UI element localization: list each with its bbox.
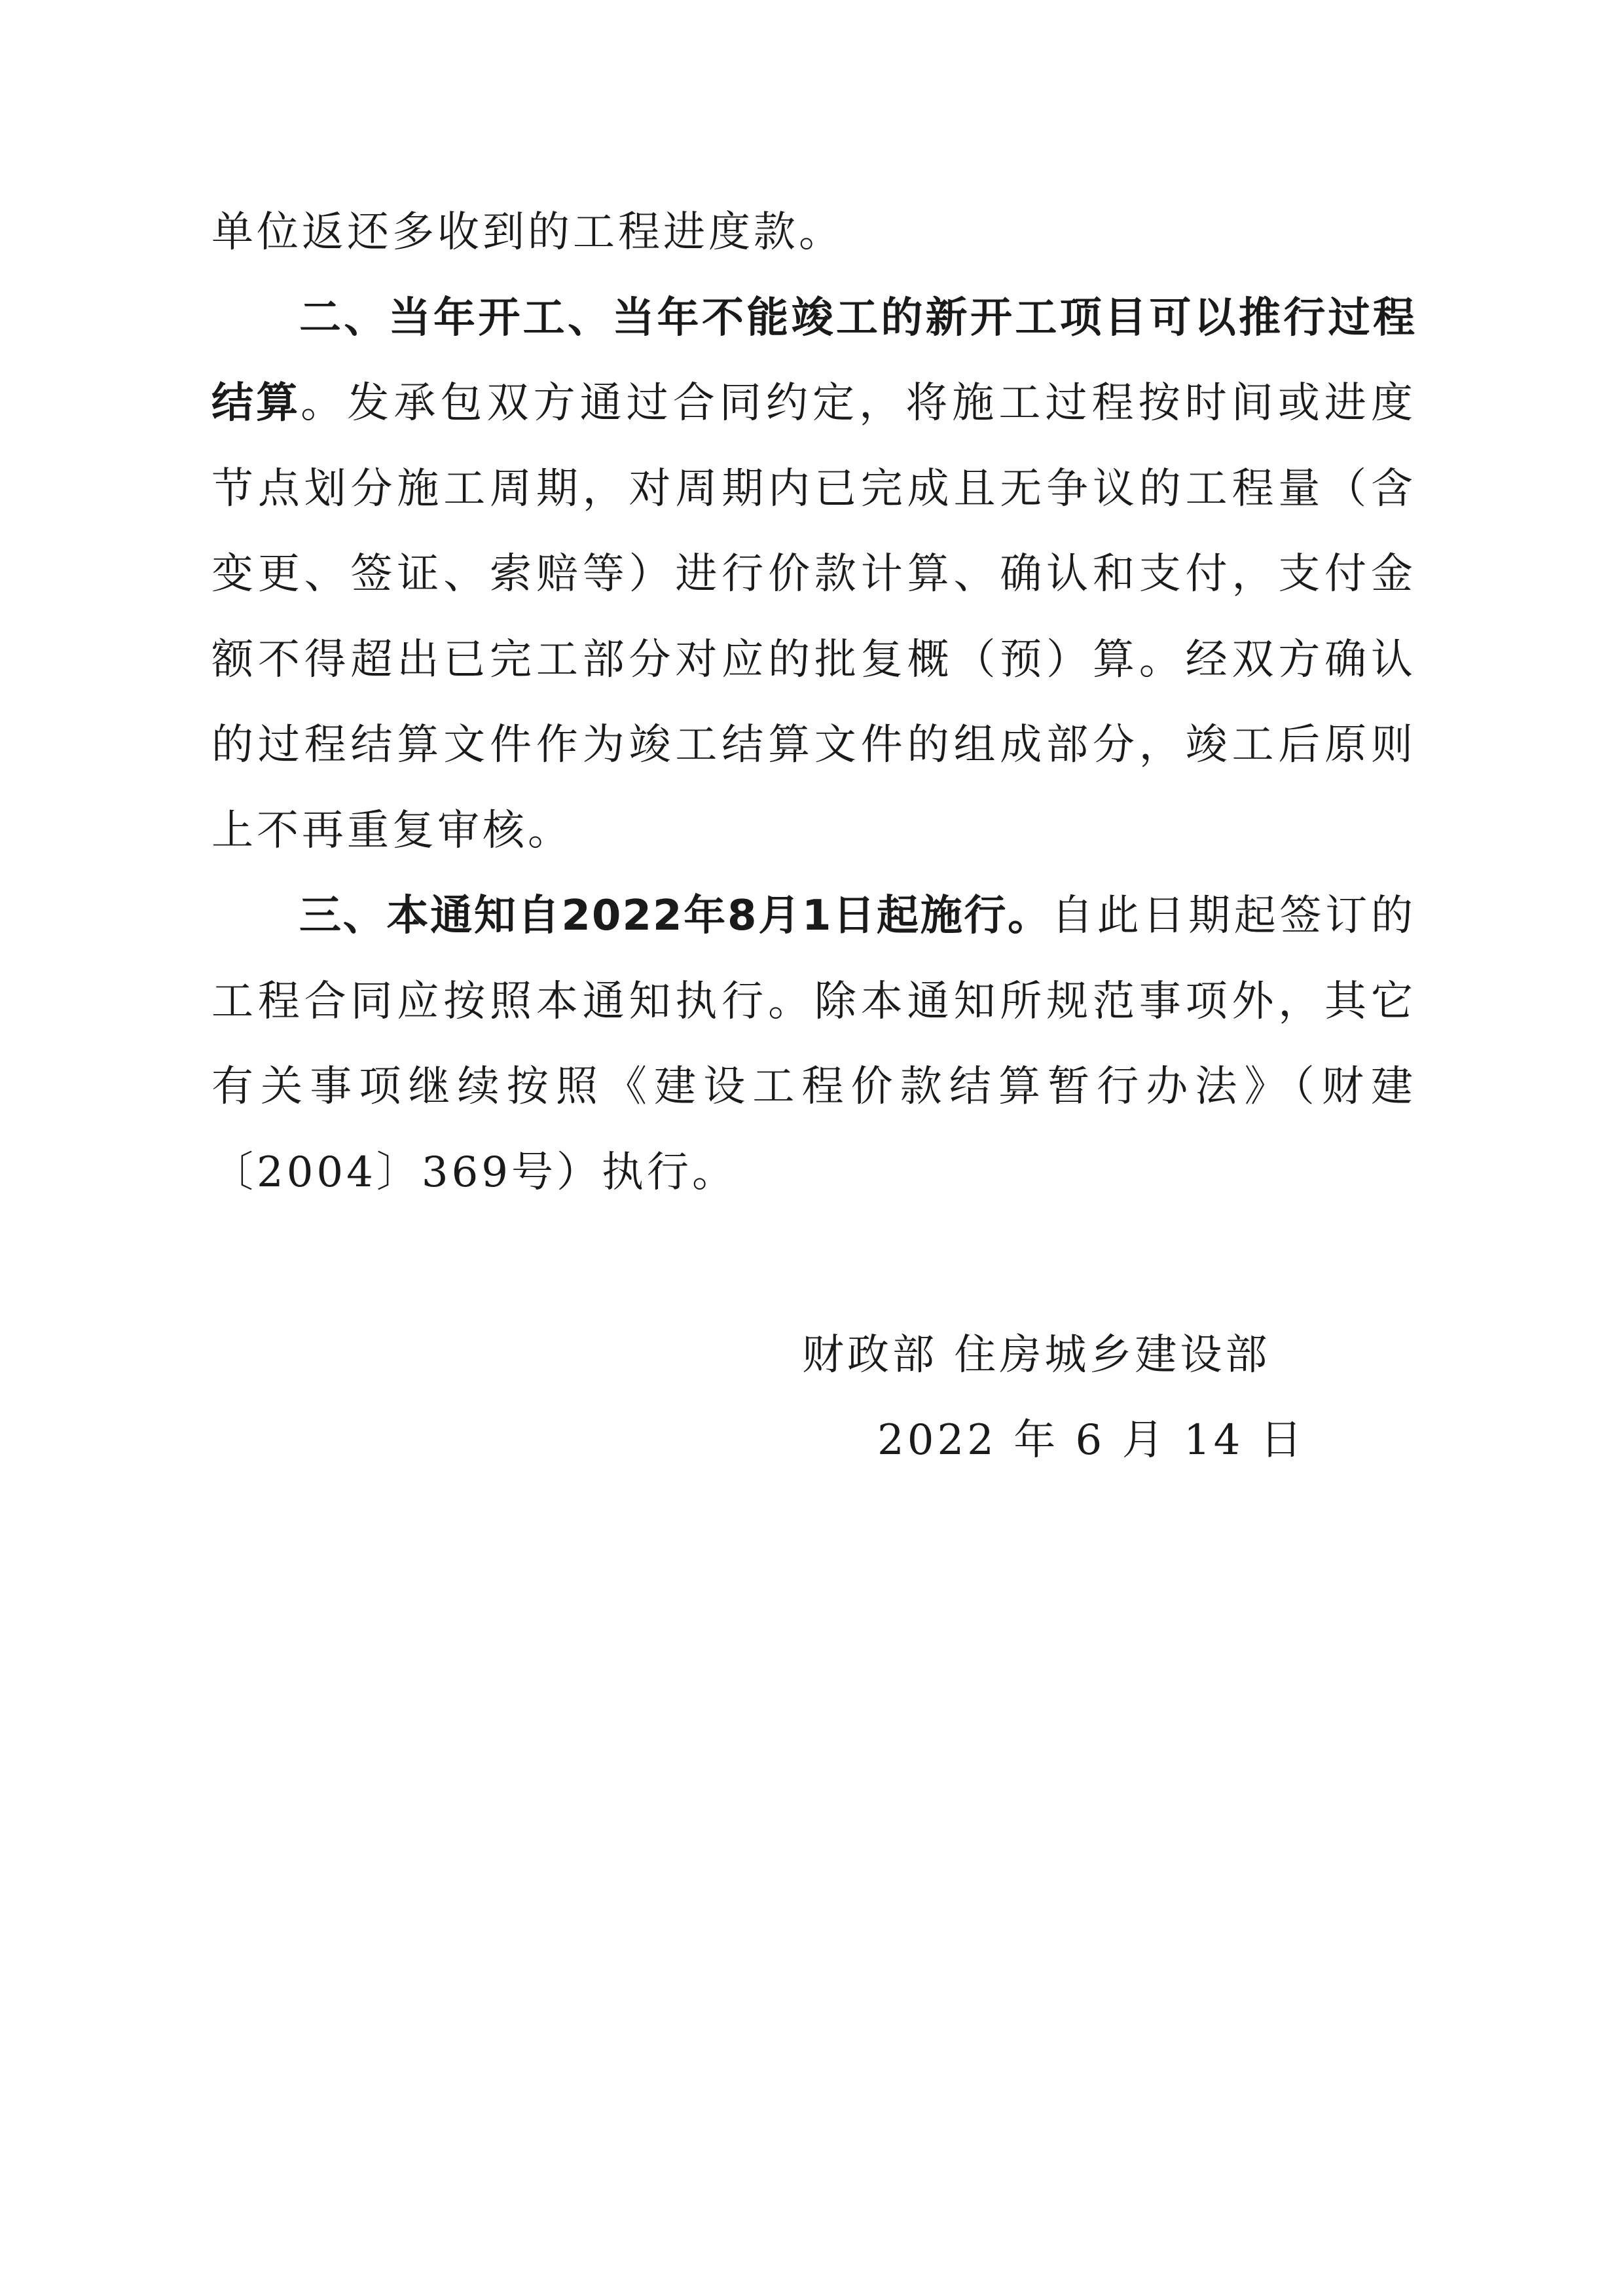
paragraph-text: 单位返还多收到的工程进度款。 xyxy=(211,208,844,257)
paragraph-heading: 三、本通知自2022年8月1日起施行。 xyxy=(299,892,1051,940)
paragraph-continuation xyxy=(211,190,1416,276)
paragraph-text: 自此日期起签订的工程合同应按照本通知执行。除本通知所规范事项外，其它有关事项继续按照《建设工程价款结算暂行办法》（财建〔2004〕369号）执行。 xyxy=(211,892,1417,1197)
issuer-signature: 财政部 住房城乡建设部 xyxy=(802,1331,1271,1379)
paragraph-heading: 二、当年开工、当年不能竣工的新开工项目可以推行过程结算 xyxy=(211,293,1416,428)
paragraph-item-three xyxy=(211,873,1416,1215)
document-body xyxy=(211,190,1416,1215)
paragraph-item-two xyxy=(211,276,1416,874)
paragraph-text: 。发承包双方通过合同约定，将施工过程按时间或进度节点划分施工周期，对周期内已完成且无争议的工程量（含变更、签证、索赔等）进行价款计算、确认和支付，支付金额不得超出已完工部分对应的批复概（预）算。经双方确认的过程结算文件作为竣工结算文件的组成部分，竣工后原则上不再重复审核。 xyxy=(211,379,1417,855)
issue-date: 2022 年 6 月 14 日 xyxy=(877,1416,1305,1465)
